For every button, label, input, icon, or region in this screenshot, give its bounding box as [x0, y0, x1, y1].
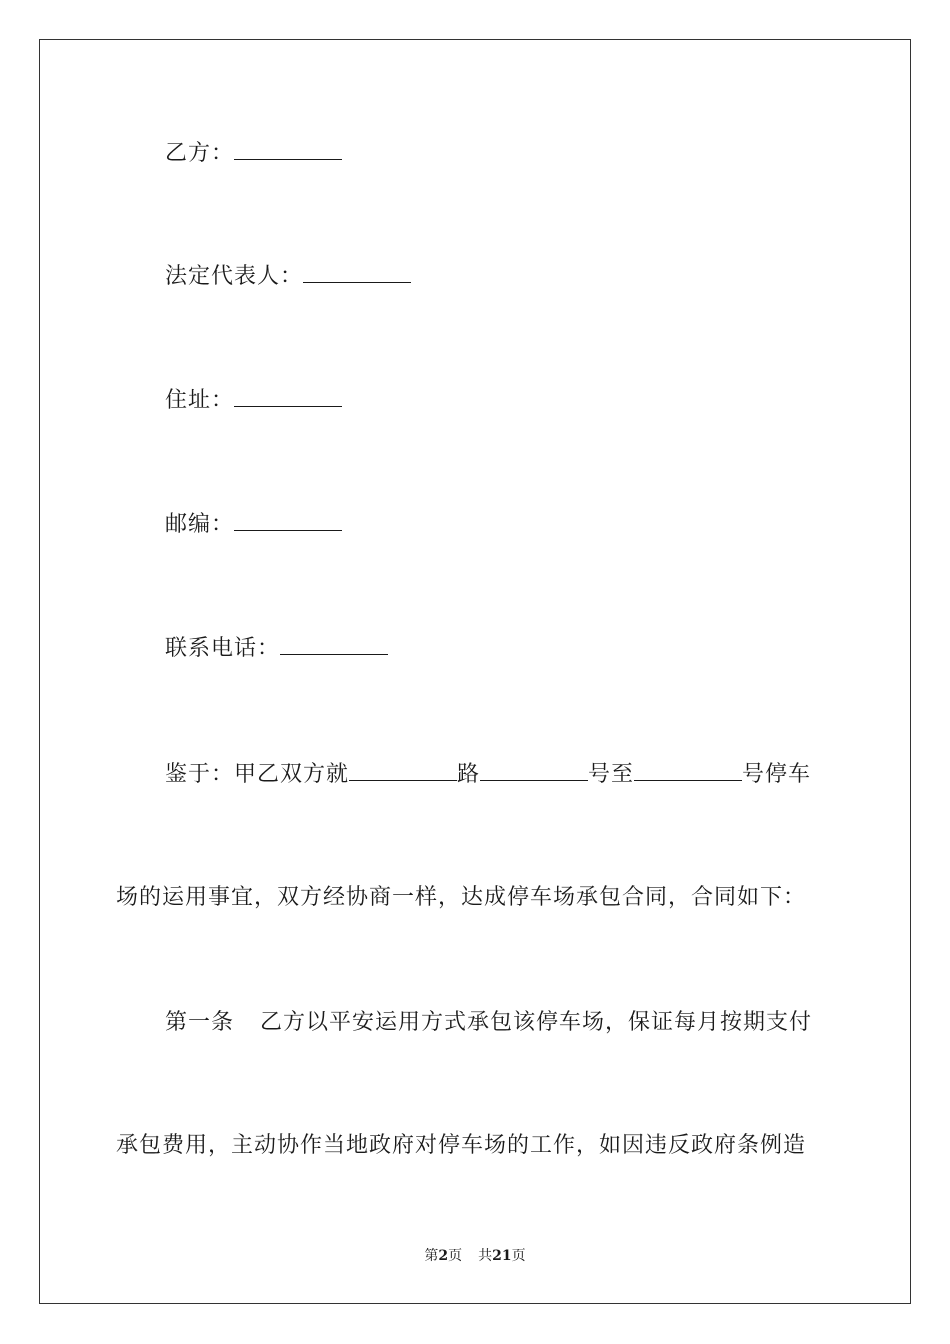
- whereas-number-to: 号停车: [742, 762, 812, 787]
- page-total: 21: [492, 1248, 512, 1264]
- page-prefix: 第: [424, 1248, 439, 1264]
- total-suffix: 页: [511, 1248, 526, 1264]
- legal-rep-label: 法定代表人：: [165, 264, 304, 289]
- legal-rep-blank: [303, 260, 411, 283]
- article-1-line-1-text: 乙方以平安运用方式承包该停车场，保证每月按期支付: [260, 1010, 813, 1035]
- postcode-line: [165, 508, 342, 540]
- whereas-prefix: 鉴于：甲乙双方就: [165, 762, 350, 787]
- address-blank: [234, 384, 342, 407]
- party-b-label: 乙方：: [165, 141, 235, 166]
- article-1-title: 第一条: [165, 1010, 235, 1035]
- page-suffix: 页: [448, 1248, 463, 1264]
- page-current: 2: [438, 1248, 449, 1264]
- road-blank: [349, 758, 457, 781]
- postcode-blank: [234, 508, 342, 531]
- article-1-line-2-text: 承包费用，主动协作当地政府对停车场的工作，如因违反政府条例造: [116, 1133, 807, 1158]
- number-to-blank: [634, 758, 742, 781]
- page-footer: [0, 1246, 950, 1266]
- total-prefix: 共: [478, 1248, 493, 1264]
- whereas-line-2: [116, 883, 806, 913]
- number-from-blank: [480, 758, 588, 781]
- whereas-line-1: [165, 758, 811, 790]
- whereas-number-from: 号至: [588, 762, 635, 787]
- address-label: 住址：: [165, 388, 235, 413]
- whereas-line-2-text: 场的运用事宜，双方经协商一样，达成停车场承包合同，合同如下：: [116, 885, 807, 910]
- page-frame: [39, 39, 911, 1304]
- address-line: [165, 384, 342, 416]
- whereas-road: 路: [457, 762, 481, 787]
- article-1-line-2: [116, 1131, 806, 1161]
- party-b-blank: [234, 137, 342, 160]
- party-b-line: [165, 137, 342, 169]
- article-1-line-1: [165, 1008, 812, 1038]
- phone-blank: [280, 632, 388, 655]
- legal-rep-line: [165, 260, 411, 292]
- postcode-label: 邮编：: [165, 512, 235, 537]
- phone-label: 联系电话：: [165, 636, 281, 661]
- phone-line: [165, 632, 388, 664]
